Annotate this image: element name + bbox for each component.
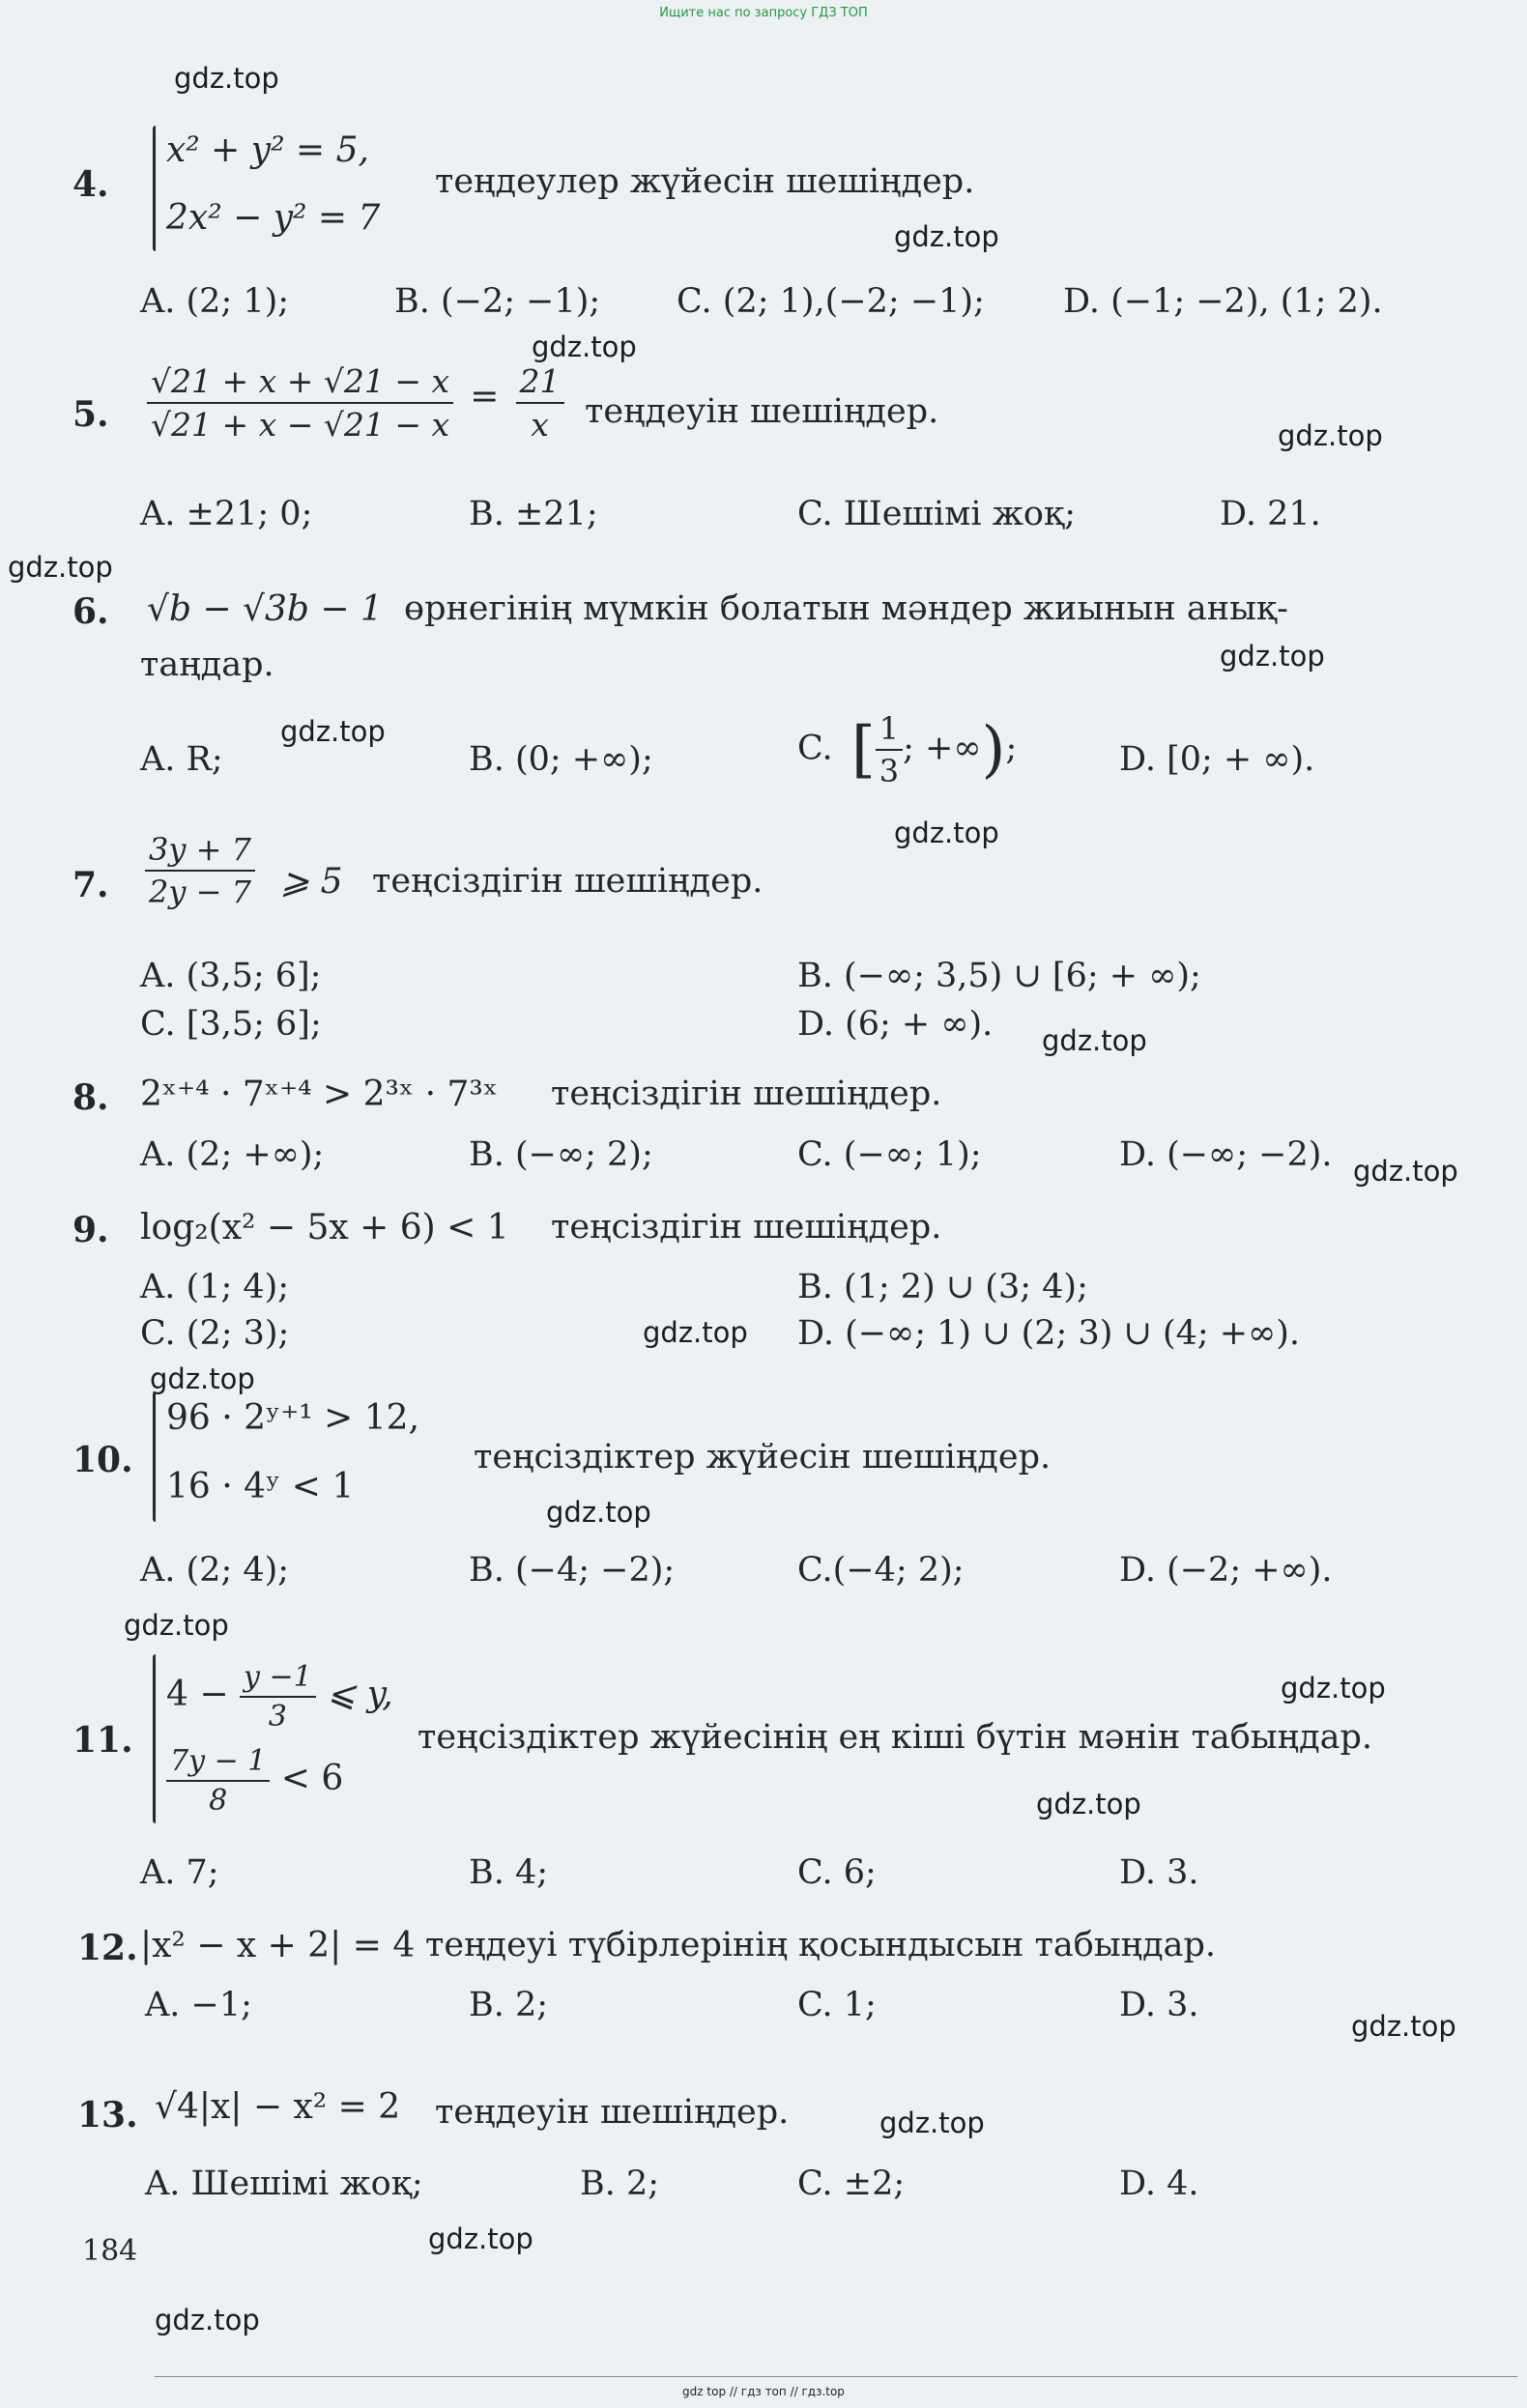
- system-brace: [153, 1654, 156, 1823]
- problem-8-expression: 2ˣ⁺⁴ · 7ˣ⁺⁴ > 2³ˣ · 7³ˣ: [140, 1075, 499, 1114]
- problem-5-text: теңдеуін шешіңдер.: [585, 392, 939, 431]
- problem-11-eq2: [166, 1744, 343, 1818]
- problem-9-expression: log₂(x² − 5x + 6) < 1: [140, 1208, 509, 1247]
- problem-7-text: теңсіздігін шешіңдер.: [372, 862, 764, 901]
- problem-5-number: 5.: [72, 394, 109, 435]
- problem-12-answer-b: B. 2;: [469, 1986, 549, 2024]
- problem-6-answer-b: B. (0; +∞);: [469, 740, 653, 779]
- problem-13-expression: √4|x| − x² = 2: [155, 2087, 401, 2127]
- problem-7-answer-d: D. (6; + ∞).: [797, 1005, 994, 1044]
- problem-13-text: теңдеуін шешіңдер.: [435, 2093, 790, 2132]
- watermark: gdz.top: [1278, 419, 1383, 452]
- page-number: 184: [82, 2234, 138, 2268]
- problem-7-answer-a: A. (3,5; 6];: [140, 957, 322, 995]
- equals-sign: =: [470, 376, 500, 416]
- problem-9-answer-d: D. (−∞; 1) ∪ (2; 3) ∪ (4; +∞).: [797, 1314, 1301, 1353]
- problem-8-text: теңсіздігін шешіңдер.: [551, 1075, 942, 1113]
- watermark: gdz.top: [1281, 1672, 1386, 1705]
- problem-10-eq1: 96 · 2ʸ⁺¹ > 12,: [166, 1398, 420, 1438]
- problem-12-text: теңдеуі түбірлерінің қосындысын табыңдар.: [425, 1926, 1217, 1964]
- problem-11-text: теңсіздіктер жүйесінің ең кіші бүтін мәнін табыңдар.: [418, 1718, 1373, 1757]
- problem-6-answer-d: D. [0; + ∞).: [1119, 740, 1315, 779]
- watermark: gdz.top: [124, 1609, 229, 1642]
- problem-6-text-continued: таңдар.: [140, 645, 274, 684]
- problem-10-number: 10.: [72, 1440, 133, 1480]
- problem-11-answer-a: A. 7;: [140, 1853, 219, 1892]
- problem-8-answer-d: D. (−∞; −2).: [1119, 1135, 1333, 1174]
- problem-11-number: 11.: [72, 1720, 133, 1761]
- problem-6-c-tail: ; +∞: [903, 729, 982, 768]
- watermark: gdz.top: [280, 715, 386, 748]
- problem-5-equation: [147, 362, 564, 444]
- problem-10-answer-a: A. (2; 4);: [140, 1551, 290, 1590]
- problem-11-eq1-num: y −1: [240, 1660, 316, 1698]
- problem-7-numerator: 3y + 7: [145, 831, 255, 872]
- problem-4-text: теңдеулер жүйесін шешіңдер.: [435, 162, 975, 201]
- problem-12-answer-d: D. 3.: [1119, 1986, 1199, 2024]
- problem-11-eq1-post: ⩽ y,: [327, 1675, 393, 1714]
- footer-divider: [155, 2376, 1517, 2377]
- problem-13-answer-b: B. 2;: [580, 2164, 660, 2203]
- problem-10-answer-b: B. (−4; −2);: [469, 1551, 676, 1590]
- watermark: gdz.top: [1353, 1155, 1458, 1188]
- top-search-link[interactable]: Ищите нас по запросу ГДЗ ТОП: [659, 6, 868, 20]
- problem-9-answer-c: C. (2; 3);: [140, 1314, 290, 1353]
- problem-5-denominator: √21 + x − √21 − x: [151, 406, 450, 444]
- problem-6-c-den: 3: [879, 753, 900, 789]
- problem-11-eq1-den: 3: [268, 1700, 287, 1734]
- watermark: gdz.top: [894, 220, 999, 253]
- problem-5-rhs-fraction: [516, 362, 564, 444]
- problem-5-rhs-denominator: x: [531, 406, 549, 444]
- problem-12-expression: |x² − x + 2| = 4: [140, 1926, 416, 1965]
- problem-13-answer-d: D. 4.: [1119, 2164, 1199, 2203]
- problem-8-number: 8.: [72, 1077, 109, 1118]
- problem-6-expression: √b − √3b − 1: [147, 589, 383, 629]
- right-paren: ): [981, 714, 1006, 786]
- watermark: gdz.top: [1220, 640, 1325, 673]
- problem-4-eq2: 2x² − y² = 7: [166, 198, 381, 238]
- problem-4-number: 4.: [72, 164, 109, 205]
- problem-7-number: 7.: [72, 865, 109, 905]
- problem-7-relation: ⩾ 5: [280, 862, 343, 902]
- problem-6-c-num: 1: [876, 710, 903, 751]
- problem-13-answer-c: C. ±2;: [797, 2164, 906, 2203]
- problem-5-answer-b: B. ±21;: [469, 495, 598, 533]
- watermark: gdz.top: [428, 2222, 533, 2255]
- problem-9-text: теңсіздігін шешіңдер.: [551, 1208, 942, 1247]
- problem-11-answer-b: B. 4;: [469, 1853, 549, 1892]
- problem-7-fraction: [145, 831, 255, 910]
- problem-8-answer-a: A. (2; +∞);: [140, 1135, 325, 1174]
- problem-10-text: теңсіздіктер жүйесін шешіңдер.: [474, 1438, 1052, 1476]
- problem-4-answer-a: A. (2; 1);: [140, 282, 290, 321]
- problem-9-number: 9.: [72, 1210, 109, 1250]
- problem-6-c-end: ;: [1005, 729, 1018, 768]
- problem-5-answer-d: D. 21.: [1220, 495, 1321, 533]
- problem-9-answer-a: A. (1; 4);: [140, 1268, 290, 1306]
- watermark: gdz.top: [643, 1316, 748, 1349]
- system-brace: [153, 1391, 156, 1522]
- problem-11-eq1-pre: 4 −: [166, 1675, 229, 1714]
- left-bracket: [: [850, 714, 876, 786]
- problem-6-answer-c-label: C.: [797, 729, 833, 768]
- problem-10-eq2: 16 · 4ʸ < 1: [166, 1467, 355, 1506]
- problem-5-answer-c: C. Шешімі жоқ;: [797, 495, 1076, 533]
- problem-7-answer-b: B. (−∞; 3,5) ∪ [6; + ∞);: [797, 957, 1201, 995]
- problem-11-eq2-den: 8: [209, 1784, 228, 1818]
- problem-6-answer-c: [797, 710, 1017, 789]
- problem-4-eq1: x² + y² = 5,: [166, 130, 369, 170]
- problem-6-number: 6.: [72, 591, 109, 632]
- watermark: gdz.top: [532, 330, 637, 363]
- watermark: gdz.top: [155, 2304, 260, 2336]
- problem-11-eq1: [166, 1660, 393, 1734]
- problem-10-answer-d: D. (−2; +∞).: [1119, 1551, 1333, 1590]
- problem-5-lhs-fraction: [147, 362, 453, 444]
- problem-8-answer-b: B. (−∞; 2);: [469, 1135, 653, 1174]
- problem-7-denominator: 2y − 7: [149, 874, 251, 910]
- problem-4-answer-c: C. (2; 1),(−2; −1);: [677, 282, 985, 321]
- system-brace: [153, 126, 156, 251]
- problem-9-answer-b: B. (1; 2) ∪ (3; 4);: [797, 1268, 1088, 1306]
- problem-13-answer-a: A. Шешімі жоқ;: [145, 2164, 423, 2203]
- problem-5-answer-a: A. ±21; 0;: [140, 495, 313, 533]
- problem-8-answer-c: C. (−∞; 1);: [797, 1135, 982, 1174]
- problem-12-answer-a: A. −1;: [145, 1986, 252, 2024]
- problem-7-answer-c: C. [3,5; 6];: [140, 1005, 322, 1044]
- problem-13-number: 13.: [77, 2095, 138, 2136]
- problem-12-answer-c: C. 1;: [797, 1986, 877, 2024]
- watermark: gdz.top: [894, 817, 999, 849]
- problem-12-number: 12.: [77, 1928, 138, 1968]
- problem-11-eq2-num: 7y − 1: [166, 1744, 270, 1782]
- problem-5-numerator: √21 + x + √21 − x: [147, 362, 453, 404]
- watermark: gdz.top: [1351, 2010, 1456, 2043]
- watermark: gdz.top: [174, 62, 279, 95]
- watermark: gdz.top: [1042, 1024, 1147, 1057]
- problem-6-text: өрнегінің мүмкін болатын мәндер жиынын анық-: [404, 589, 1288, 628]
- problem-4-answer-d: D. (−1; −2), (1; 2).: [1063, 282, 1383, 321]
- watermark: gdz.top: [879, 2107, 985, 2139]
- watermark: gdz.top: [1036, 1788, 1141, 1820]
- footer-links[interactable]: gdz top // гдз топ // гдз.top: [682, 2385, 845, 2398]
- problem-11-answer-d: D. 3.: [1119, 1853, 1199, 1892]
- problem-4-answer-b: B. (−2; −1);: [394, 282, 601, 321]
- problem-11-eq2-post: < 6: [280, 1759, 344, 1798]
- problem-10-answer-c: C.(−4; 2);: [797, 1551, 965, 1590]
- watermark: gdz.top: [150, 1362, 255, 1395]
- watermark: gdz.top: [8, 551, 113, 584]
- watermark: gdz.top: [546, 1496, 651, 1529]
- problem-5-rhs-numerator: 21: [516, 362, 564, 404]
- problem-11-answer-c: C. 6;: [797, 1853, 877, 1892]
- problem-6-answer-a: A. R;: [140, 740, 223, 779]
